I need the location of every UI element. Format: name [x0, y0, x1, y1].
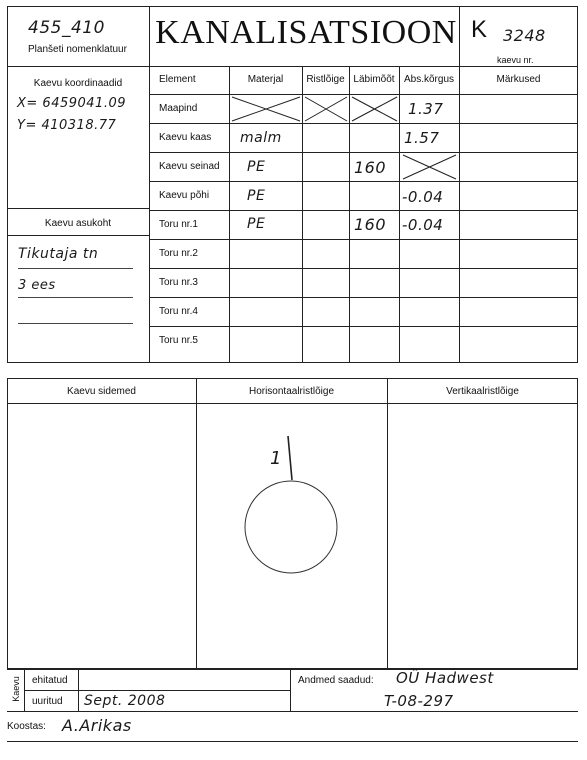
form-title: KANALISATSIOON	[155, 14, 457, 51]
row-element-6: Toru nr.3	[159, 277, 198, 288]
nomenclature-value: 455_410	[28, 18, 105, 38]
maapind-height: 1.37	[408, 100, 444, 118]
surveyed-label: uuritud	[32, 696, 63, 707]
section-horizontal-label: Horisontaalristlõige	[248, 386, 335, 397]
coords-label: Kaevu koordinaadid	[33, 78, 123, 89]
well-prefix: K	[471, 16, 488, 43]
section-vertical-label: Vertikaalristlõige	[446, 386, 519, 397]
crossed-cell-walls-height	[400, 153, 459, 181]
row-element-7: Toru nr.4	[159, 306, 198, 317]
pipe1-diameter: 160	[354, 215, 387, 234]
row-element-4: Toru nr.1	[159, 219, 198, 230]
walls-diameter: 160	[354, 158, 387, 177]
col-header-cross-section: Ristlõige	[306, 74, 345, 85]
data-by-code: T-08-297	[384, 692, 454, 710]
top-form	[7, 6, 578, 363]
row-element-5: Toru nr.2	[159, 248, 198, 259]
nomenclature-label: Planšeti nomenklatuur	[28, 44, 127, 55]
location-line-2: 3 ees	[18, 278, 56, 293]
walls-material: PE	[247, 159, 266, 175]
data-by-label: Andmed saadud:	[298, 675, 374, 686]
author-label: Koostas:	[7, 721, 46, 732]
col-header-material: Materjal	[247, 74, 284, 85]
well-cross-section-drawing	[236, 430, 346, 580]
well-number: 3248	[503, 26, 546, 45]
col-header-abs-height: Abs.kõrgus	[403, 74, 455, 85]
coord-x: X= 6459041.09	[17, 96, 127, 111]
pipe1-height: -0.04	[402, 216, 444, 234]
coord-y: Y= 410318.77	[17, 118, 117, 133]
bottom-height: -0.04	[402, 188, 444, 206]
data-by-value: OÜ Hadwest	[396, 669, 494, 687]
pipe1-material: PE	[247, 216, 266, 232]
row-element-1: Kaevu kaas	[159, 132, 212, 143]
surveyed-value: Sept. 2008	[84, 693, 166, 709]
row-element-2: Kaevu seinad	[159, 161, 220, 172]
cover-height: 1.57	[404, 129, 440, 147]
pipe-1-label: 1	[270, 448, 282, 469]
section-connections-label: Kaevu sidemed	[67, 386, 136, 397]
row-element-3: Kaevu põhi	[159, 190, 210, 201]
crossed-cell-maapind-cross	[303, 95, 349, 123]
row-element-8: Toru nr.5	[159, 335, 198, 346]
built-label: ehitatud	[32, 675, 68, 686]
col-header-diameter: Läbimõõt	[353, 74, 395, 85]
well-side-label: Kaevu	[11, 676, 21, 702]
row-element-0: Maapind	[159, 103, 198, 114]
cover-material: malm	[240, 130, 282, 146]
bottom-material: PE	[247, 188, 266, 204]
col-header-element: Element	[159, 74, 196, 85]
crossed-cell-maapind-diameter	[350, 95, 399, 123]
author-value: A.Arikas	[62, 716, 132, 735]
location-line-1: Tikutaja tn	[18, 246, 99, 262]
well-number-label: kaevu nr.	[497, 55, 534, 65]
col-header-notes: Märkused	[496, 74, 541, 85]
crossed-cell-maapind-material	[230, 95, 302, 123]
location-label: Kaevu asukoht	[44, 218, 112, 229]
